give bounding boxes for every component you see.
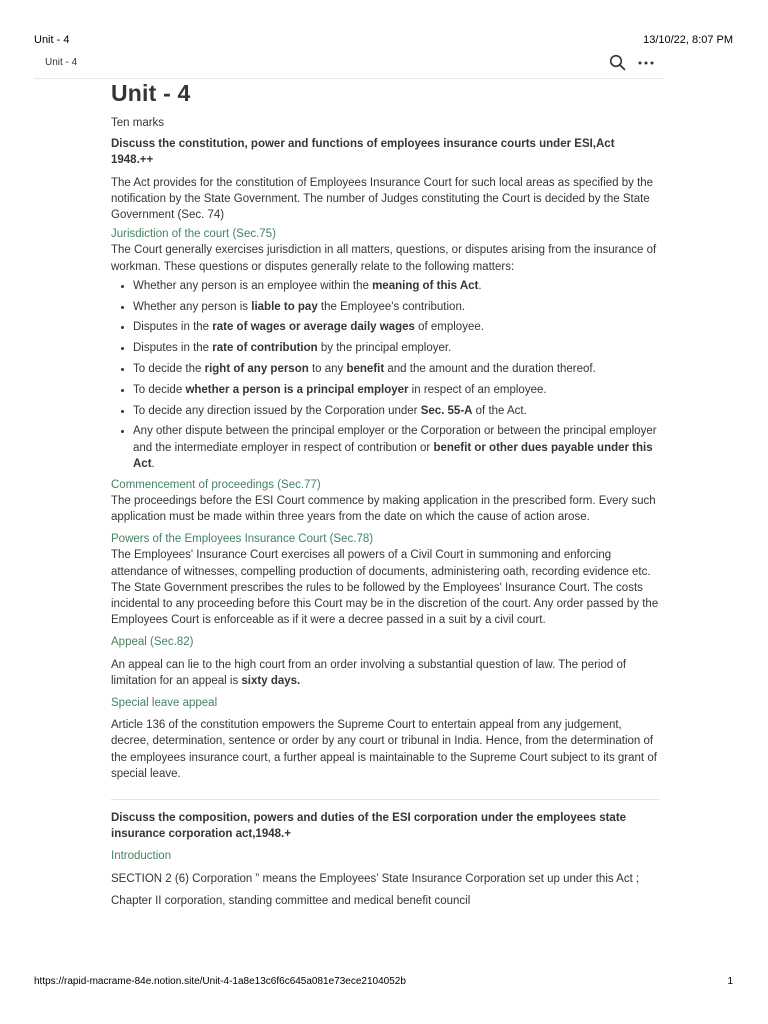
marks-label: Ten marks: [111, 117, 165, 129]
more-options-icon[interactable]: [638, 60, 654, 66]
q1-intro-paragraph: The Act provides for the constitution of Employees Insurance Court for such local areas as specified by the notification by the State Government. The number of Judges constituting the Court is decided by the State Government (Sec. 74): [111, 176, 654, 222]
question-1: Discuss the constitution, power and functions of employees insurance courts under ESI,Act 1948.++: [111, 138, 615, 167]
list-item: • Whether any person is an employee within the meaning of this Act.: [133, 278, 659, 294]
powers-paragraph: The Employees' Insurance Court exercises all powers of a Civil Court in summoning and enforcing attendance of witnesses, compelling production of documents, administering oath, recording evidence etc.: [111, 549, 651, 578]
jurisdiction-list: [111, 278, 659, 472]
topbar-actions: [609, 54, 654, 71]
page-number: 1: [727, 976, 733, 987]
divider: [111, 799, 659, 800]
search-icon[interactable]: [609, 54, 626, 71]
powers-heading: Powers of the Employees Insurance Court (Sec.78): [111, 533, 374, 546]
list-item: • Disputes in the rate of contribution by the principal employer.: [133, 340, 659, 356]
jurisdiction-paragraph: The Court generally exercises jurisdiction in all matters, questions, or disputes arising from the insurance of workman. These questions or disputes generally relate to the following matters:: [111, 244, 657, 273]
list-item: • Disputes in the rate of wages or average daily wages of employee.: [133, 319, 659, 335]
list-item: • To decide the right of any person to any benefit and the amount and the duration thereof.: [133, 361, 659, 377]
page-title: Unit - 4: [111, 80, 191, 106]
special-leave-heading: Special leave appeal: [111, 697, 218, 710]
page-content: [111, 80, 659, 909]
jurisdiction-heading: Jurisdiction of the court (Sec.75): [111, 228, 276, 241]
print-header-datetime: 13/10/22, 8:07 PM: [643, 34, 733, 46]
print-header: [34, 34, 733, 46]
appeal-heading: Appeal (Sec.82): [111, 636, 194, 649]
breadcrumb[interactable]: Unit - 4: [45, 57, 78, 68]
list-item: • To decide whether a person is a principal employer in respect of an employee.: [133, 382, 659, 398]
top-bar: [34, 50, 664, 79]
commencement-paragraph: The proceedings before the ESI Court commence by making application in the prescribed form. Every such application must be made within three years from the date on which the cause of action arose.: [111, 494, 656, 524]
section-definition-paragraph: SECTION 2 (6) Corporation ” means the Employees’ State Insurance Corporation set up under this Act ;: [111, 872, 640, 885]
chapter-paragraph: Chapter II corporation, standing committee and medical benefit council: [111, 894, 471, 907]
powers-paragraph-2: The State Government prescribes the rules to be followed by the Employees' Insurance Court. The costs incidental to any proceeding before this Court may be in the discretion of the court. Any order passed by the Employees Court is enforceable as if it were a decree passed in a suit by a civil court.: [111, 581, 659, 627]
print-header-title: Unit - 4: [34, 34, 70, 46]
appeal-paragraph: An appeal can lie to the high court from an order involving a substantial question of law. The period of limitation for an appeal is sixty days.: [111, 658, 627, 687]
list-item: • Any other dispute between the principal employer or the Corporation or between the principal employer and the intermediate employer in respect of contribution or benefit or other dues payable under this Act.: [133, 423, 659, 472]
introduction-heading: Introduction: [111, 850, 172, 863]
print-footer: [34, 976, 733, 987]
list-item: • To decide any direction issued by the Corporation under Sec. 55-A of the Act.: [133, 403, 659, 419]
question-2: Discuss the composition, powers and duties of the ESI corporation under the employees state insurance corporation act,1948.+: [111, 812, 627, 841]
commencement-heading: Commencement of proceedings (Sec.77): [111, 478, 321, 491]
special-leave-paragraph: Article 136 of the constitution empowers the Supreme Court to entertain appeal from any judgement, decree, determination, sentence or order by any court or tribunal in India. Hence, from the determination of the employees insurance court, a further appeal is maintainable to the Supreme Court subject to its grant of special leave.: [111, 719, 657, 780]
list-item: • Whether any person is liable to pay the Employee's contribution.: [133, 299, 659, 315]
page-url: https://rapid-macrame-84e.notion.site/Unit-4-1a8e13c6f6c645a081e73ece2104052b: [34, 976, 406, 987]
